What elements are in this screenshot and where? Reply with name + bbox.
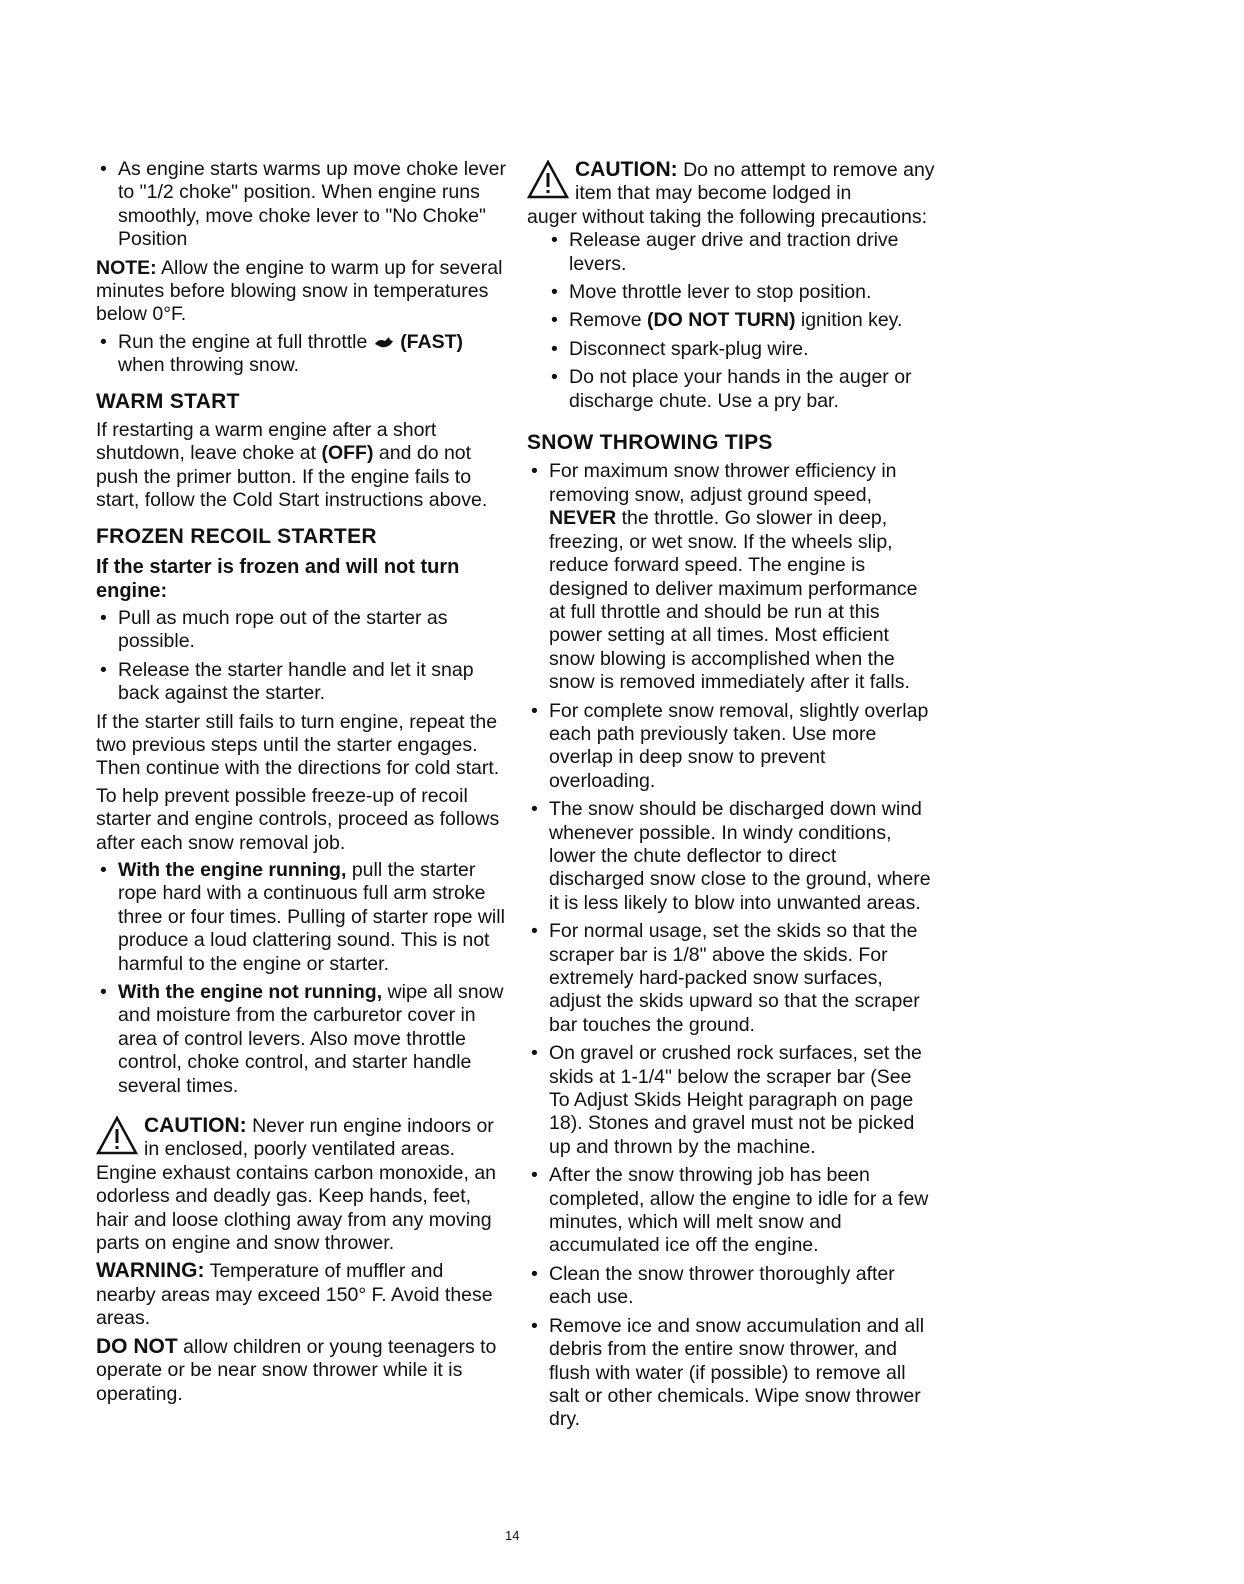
list-item: • Move throttle lever to stop position. [551, 281, 872, 304]
warm-start-paragraph: If restarting a warm engine after a short shutdown, leave choke at (OFF) and do not push the primer button. If the engine fails to start, follow the Cold Start instructions above. [96, 419, 488, 512]
list-item: • Run the engine at full throttle (FAST) when throwing snow. [100, 330, 464, 377]
caution-block: CAUTION: Do no attempt to remove any item that may become lodged in auger without taking the following precautions: [527, 158, 935, 228]
snow-tips-heading: SNOW THROWING TIPS [527, 431, 773, 455]
frozen-paragraph-2: To help prevent possible freeze-up of recoil starter and engine controls, proceed as follows after each snow removal job. [96, 784, 500, 854]
list-item: • For maximum snow thrower efficiency in removing snow, adjust ground speed, NEVER the throttle. Go slower in deep, freezing, or wet snow. If the wheels slip, reduce forward speed. The engine is designed to deliver maximum performance at full throttle and should be run at this power setting at all times. Most efficient snow blowing is accomplished when the snow is removed immediately after it falls. [531, 460, 918, 694]
warning-triangle-icon [96, 1116, 138, 1156]
frozen-recoil-heading: FROZEN RECOIL STARTER [96, 524, 377, 548]
list-item: • Remove (DO NOT TURN) ignition key. [551, 309, 903, 332]
list-item: • For normal usage, set the skids so that the scraper bar is 1/8" above the skids. For extremely hard-packed snow surfaces, adjust the skids upward so that the scraper bar touches the ground. [531, 920, 920, 1036]
list-item: • With the engine not running, wipe all snow and moisture from the carburetor cover in area of control levers. Also move throttle control, choke control, and starter handle several times. [100, 981, 504, 1097]
donot-paragraph: DO NOT allow children or young teenagers to operate or be near snow thrower while it is operating. [96, 1334, 497, 1405]
list-item: • With the engine running, pull the starter rope hard with a continuous full arm stroke three or four times. Pulling of starter rope will produce a loud clattering sound. This is not harmful to the engine or starter. [100, 858, 505, 975]
list-item: • The snow should be discharged down wind whenever possible. In windy conditions, lower the chute deflector to direct discharged snow close to the ground, where it is less likely to blow into unwanted areas. [531, 798, 931, 914]
frozen-subheading: If the starter is frozen and will not turn engine: [96, 556, 460, 602]
list-item: • As engine starts warms up move choke lever to "1/2 choke" position. When engine runs smoothly, move choke lever to "No Choke" Position [100, 158, 507, 251]
list-item: • Do not place your hands in the auger or discharge chute. Use a pry bar. [551, 366, 912, 412]
warning-paragraph: WARNING: Temperature of muffler and nearby areas may exceed 150° F. Avoid these areas. [96, 1259, 493, 1330]
list-item: • Clean the snow thrower thoroughly after each use. [531, 1262, 895, 1309]
list-item: • Release auger drive and traction drive levers. [551, 229, 899, 275]
caution-block: CAUTION: Never run engine indoors or in enclosed, poorly ventilated areas. Engine exhaust contains carbon monoxide, an odorless and deadly gas. Keep hands, feet, hair and loose clothing away from any moving parts on engine and snow thrower. [96, 1114, 497, 1255]
list-item: • Release the starter handle and let it snap back against the starter. [100, 658, 474, 705]
right-column [527, 158, 937, 1437]
list-item: • After the snow throwing job has been completed, allow the engine to idle for a few minutes, which will melt snow and accumulated ice off the engine. [531, 1164, 929, 1257]
left-column [96, 158, 506, 1410]
list-item: • On gravel or crushed rock surfaces, set the skids at 1-1/4" below the scraper bar (See To Adjust Skids Height paragraph on page 18). Stones and gravel must not be picked up and thrown by the machine. [531, 1042, 922, 1158]
list-item: • Pull as much rope out of the starter as possible. [100, 606, 448, 653]
warning-triangle-icon [527, 160, 569, 200]
list-item: • For complete snow removal, slightly overlap each path previously taken. Use more overlap in deep snow to prevent overloading. [531, 699, 929, 792]
rabbit-fast-icon [373, 334, 395, 350]
list-item: • Disconnect spark-plug wire. [551, 337, 809, 360]
page-number: 14 [505, 1528, 520, 1543]
note-paragraph: NOTE: Allow the engine to warm up for several minutes before blowing snow in temperatures below 0°F. [96, 256, 503, 326]
list-item: • Remove ice and snow accumulation and all debris from the entire snow thrower, and flush with water (if possible) to remove all salt or other chemicals. Wipe snow thrower dry. [531, 1314, 925, 1431]
frozen-paragraph-1: If the starter still fails to turn engine, repeat the two previous steps until the starter engages. Then continue with the directions for cold start. [96, 710, 500, 780]
warm-start-heading: WARM START [96, 389, 240, 413]
